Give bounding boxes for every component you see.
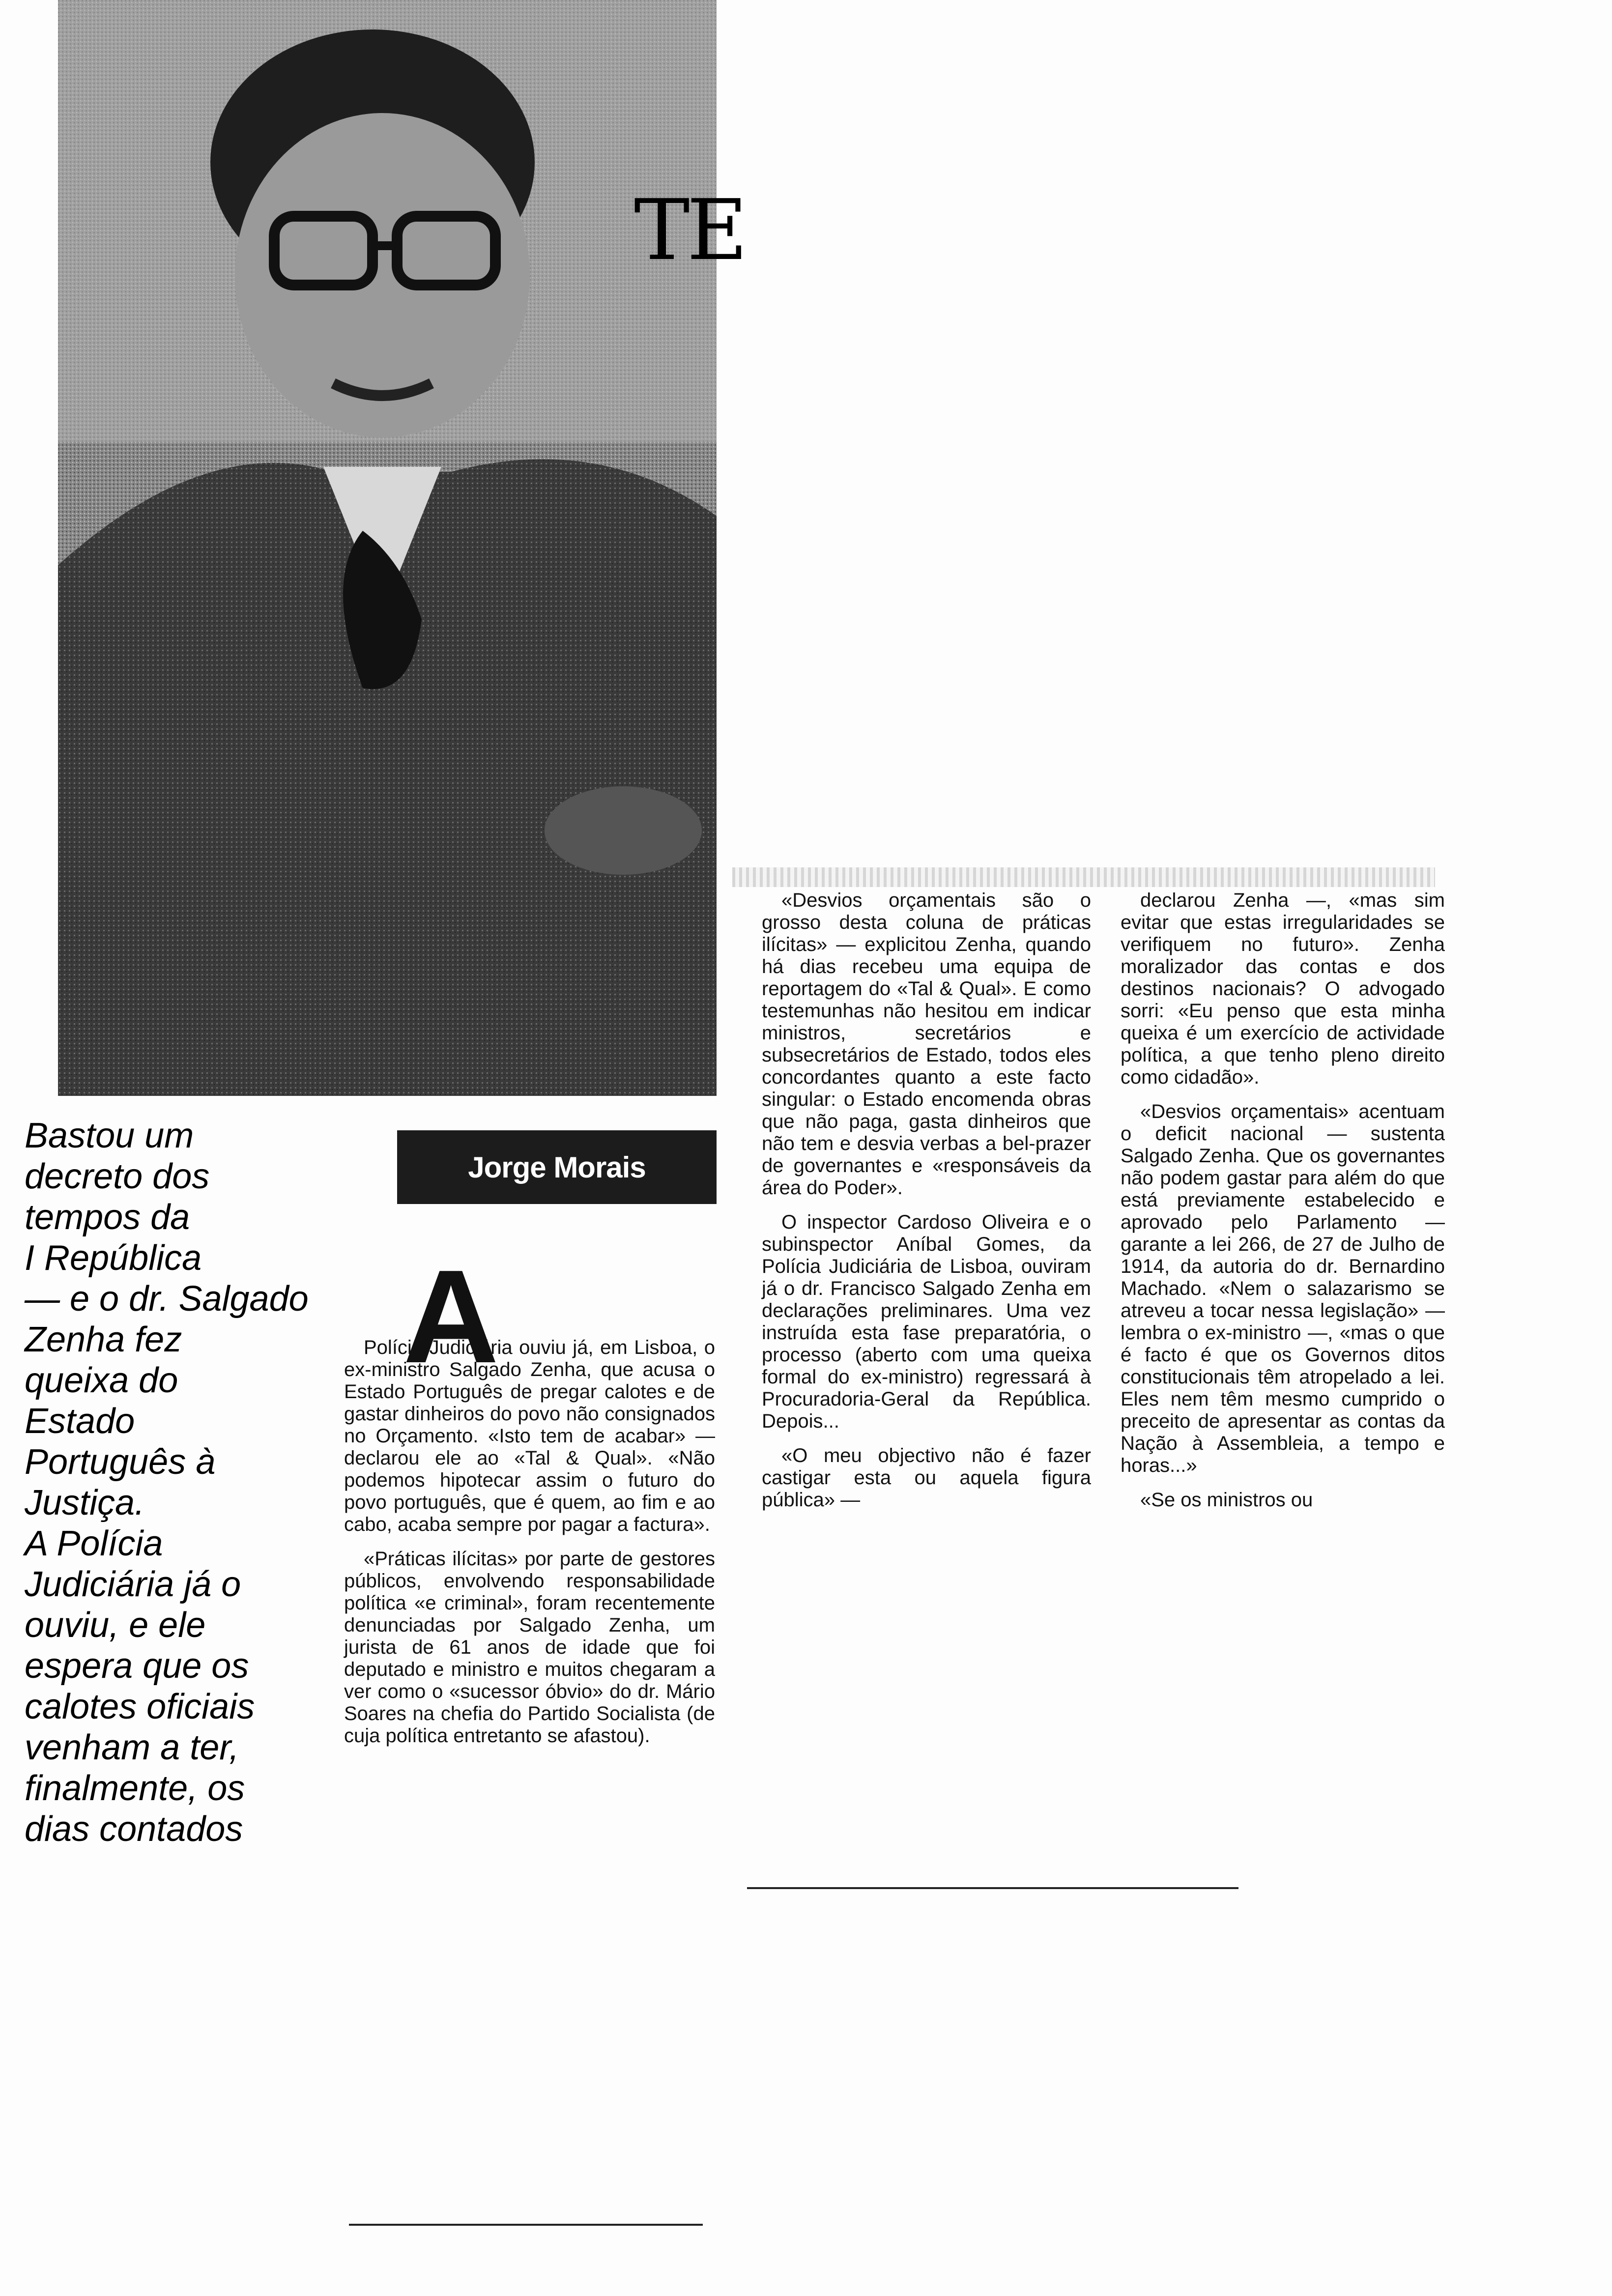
headline-line: I República xyxy=(25,1238,202,1278)
headline-line: Justiça. xyxy=(25,1483,145,1522)
headline-line: dias contados xyxy=(25,1809,243,1849)
headline-line: finalmente, os xyxy=(25,1769,245,1808)
article-column-1 xyxy=(344,1337,715,1747)
headline-line: tempos da xyxy=(25,1198,190,1237)
article-column-3 xyxy=(1121,890,1445,1511)
headline-line: A Polícia xyxy=(25,1524,163,1563)
paragraph: «Se os ministros ou xyxy=(1140,1489,1313,1511)
portrait-image xyxy=(58,0,717,1096)
handwritten-note: TE xyxy=(634,182,745,279)
headline-line: calotes oficiais xyxy=(25,1687,255,1726)
article-column-2 xyxy=(762,890,1091,1511)
headline-line: Bastou um xyxy=(25,1116,194,1155)
column-end-rule xyxy=(747,1887,1238,1889)
headline-line: — e o dr. Salgado xyxy=(25,1279,309,1319)
paragraph: «Desvios orçamentais» acentuam o deficit nacional — sustenta Salgado Zenha. Que os governantes não podem gastar para além do que está previamente estabelecido e aprovado pelo Parlamento — garante a lei 266, de 27 de Julho de 1914, da autoria do dr. Bernardino Machado. «Nem o salazarismo se atreveu a tocar nessa legislação» — lembra o ex-ministro —, «mas o que é facto é que os Governos ditos constitucionais têm atropelado a lei. Eles nem têm mesmo cumprido o preceito de apresentar as contas da Nação à Assembleia, a tempo e horas...» xyxy=(1121,1101,1445,1476)
headline-line: Estado xyxy=(25,1402,135,1441)
headline-line: venham a ter, xyxy=(25,1728,239,1767)
headline-line: Judiciária já o xyxy=(25,1565,241,1604)
headline-line: Zenha fez xyxy=(25,1320,182,1359)
portrait-photo xyxy=(58,0,717,1096)
paragraph: «Desvios orçamentais são o grosso desta coluna de práticas ilícitas» — explicitou Zenha, quando há dias recebeu uma equipa de reportagem do «Tal & Qual». E como testemunhas não hesitou em indicar ministros, secretários e subsecretários de Estado, todos eles concordantes quanto a este facto singular: o Estado encomenda obras que não paga, gasta dinheiros que não tem e desvia verbas a bel-prazer de governantes e «responsáveis da área do Poder». xyxy=(762,890,1091,1199)
paragraph: «O meu objectivo não é fazer castigar esta ou aquela figura pública» — xyxy=(762,1445,1091,1511)
author-byline: Jorge Morais xyxy=(397,1130,717,1204)
column-top-band xyxy=(732,867,1435,887)
paragraph: O inspector Cardoso Oliveira e o subinspector Aníbal Gomes, da Polícia Judiciária de Lisboa, ouviram já o dr. Francisco Salgado Zenha em declarações preliminares. Uma vez instruída esta fase preparatória, o processo (aberto com uma queixa formal do ex-ministro) regressará à Procuradoria-Geral da República. Depois... xyxy=(762,1211,1091,1432)
article-end-rule xyxy=(349,2224,703,2226)
drop-cap: A xyxy=(403,1243,499,1391)
headline xyxy=(25,1116,378,1850)
headline-line: decreto dos xyxy=(25,1157,210,1196)
headline-line: Português à xyxy=(25,1442,216,1482)
paragraph: declarou Zenha —, «mas sim evitar que estas irregularidades se verifiquem no futuro». Zenha moralizador das contas e dos destinos nacionais? O advogado sorri: «Eu penso que esta minha queixa é um exercício de actividade política, a que tenho pleno direito como cidadão». xyxy=(1121,890,1445,1088)
paragraph: Polícia Judiciária ouviu já, em Lisboa, o ex-ministro Salgado Zenha, que acusa o Estado Português de pregar calotes e de gastar dinheiros do povo não consignados no Orçamento. «Isto tem de acabar» — declarou ele ao «Tal & Qual». «Não podemos hipotecar assim o futuro do povo português, que é quem, ao fim e ao cabo, acaba sempre por pagar a factura». xyxy=(344,1337,715,1535)
headline-line: queixa do xyxy=(25,1361,178,1400)
paragraph: «Práticas ilícitas» por parte de gestores públicos, envolvendo responsabilidade política «e criminal», foram recentemente denunciadas por Salgado Zenha, um jurista de 61 anos de idade que foi deputado e ministro e muitos chegaram a ver como o «sucessor óbvio» do dr. Mário Soares na chefia do Partido Socialista (de cuja política entretanto se afastou). xyxy=(344,1548,715,1747)
headline-line: espera que os xyxy=(25,1646,249,1686)
headline-line: ouviu, e ele xyxy=(25,1606,206,1645)
